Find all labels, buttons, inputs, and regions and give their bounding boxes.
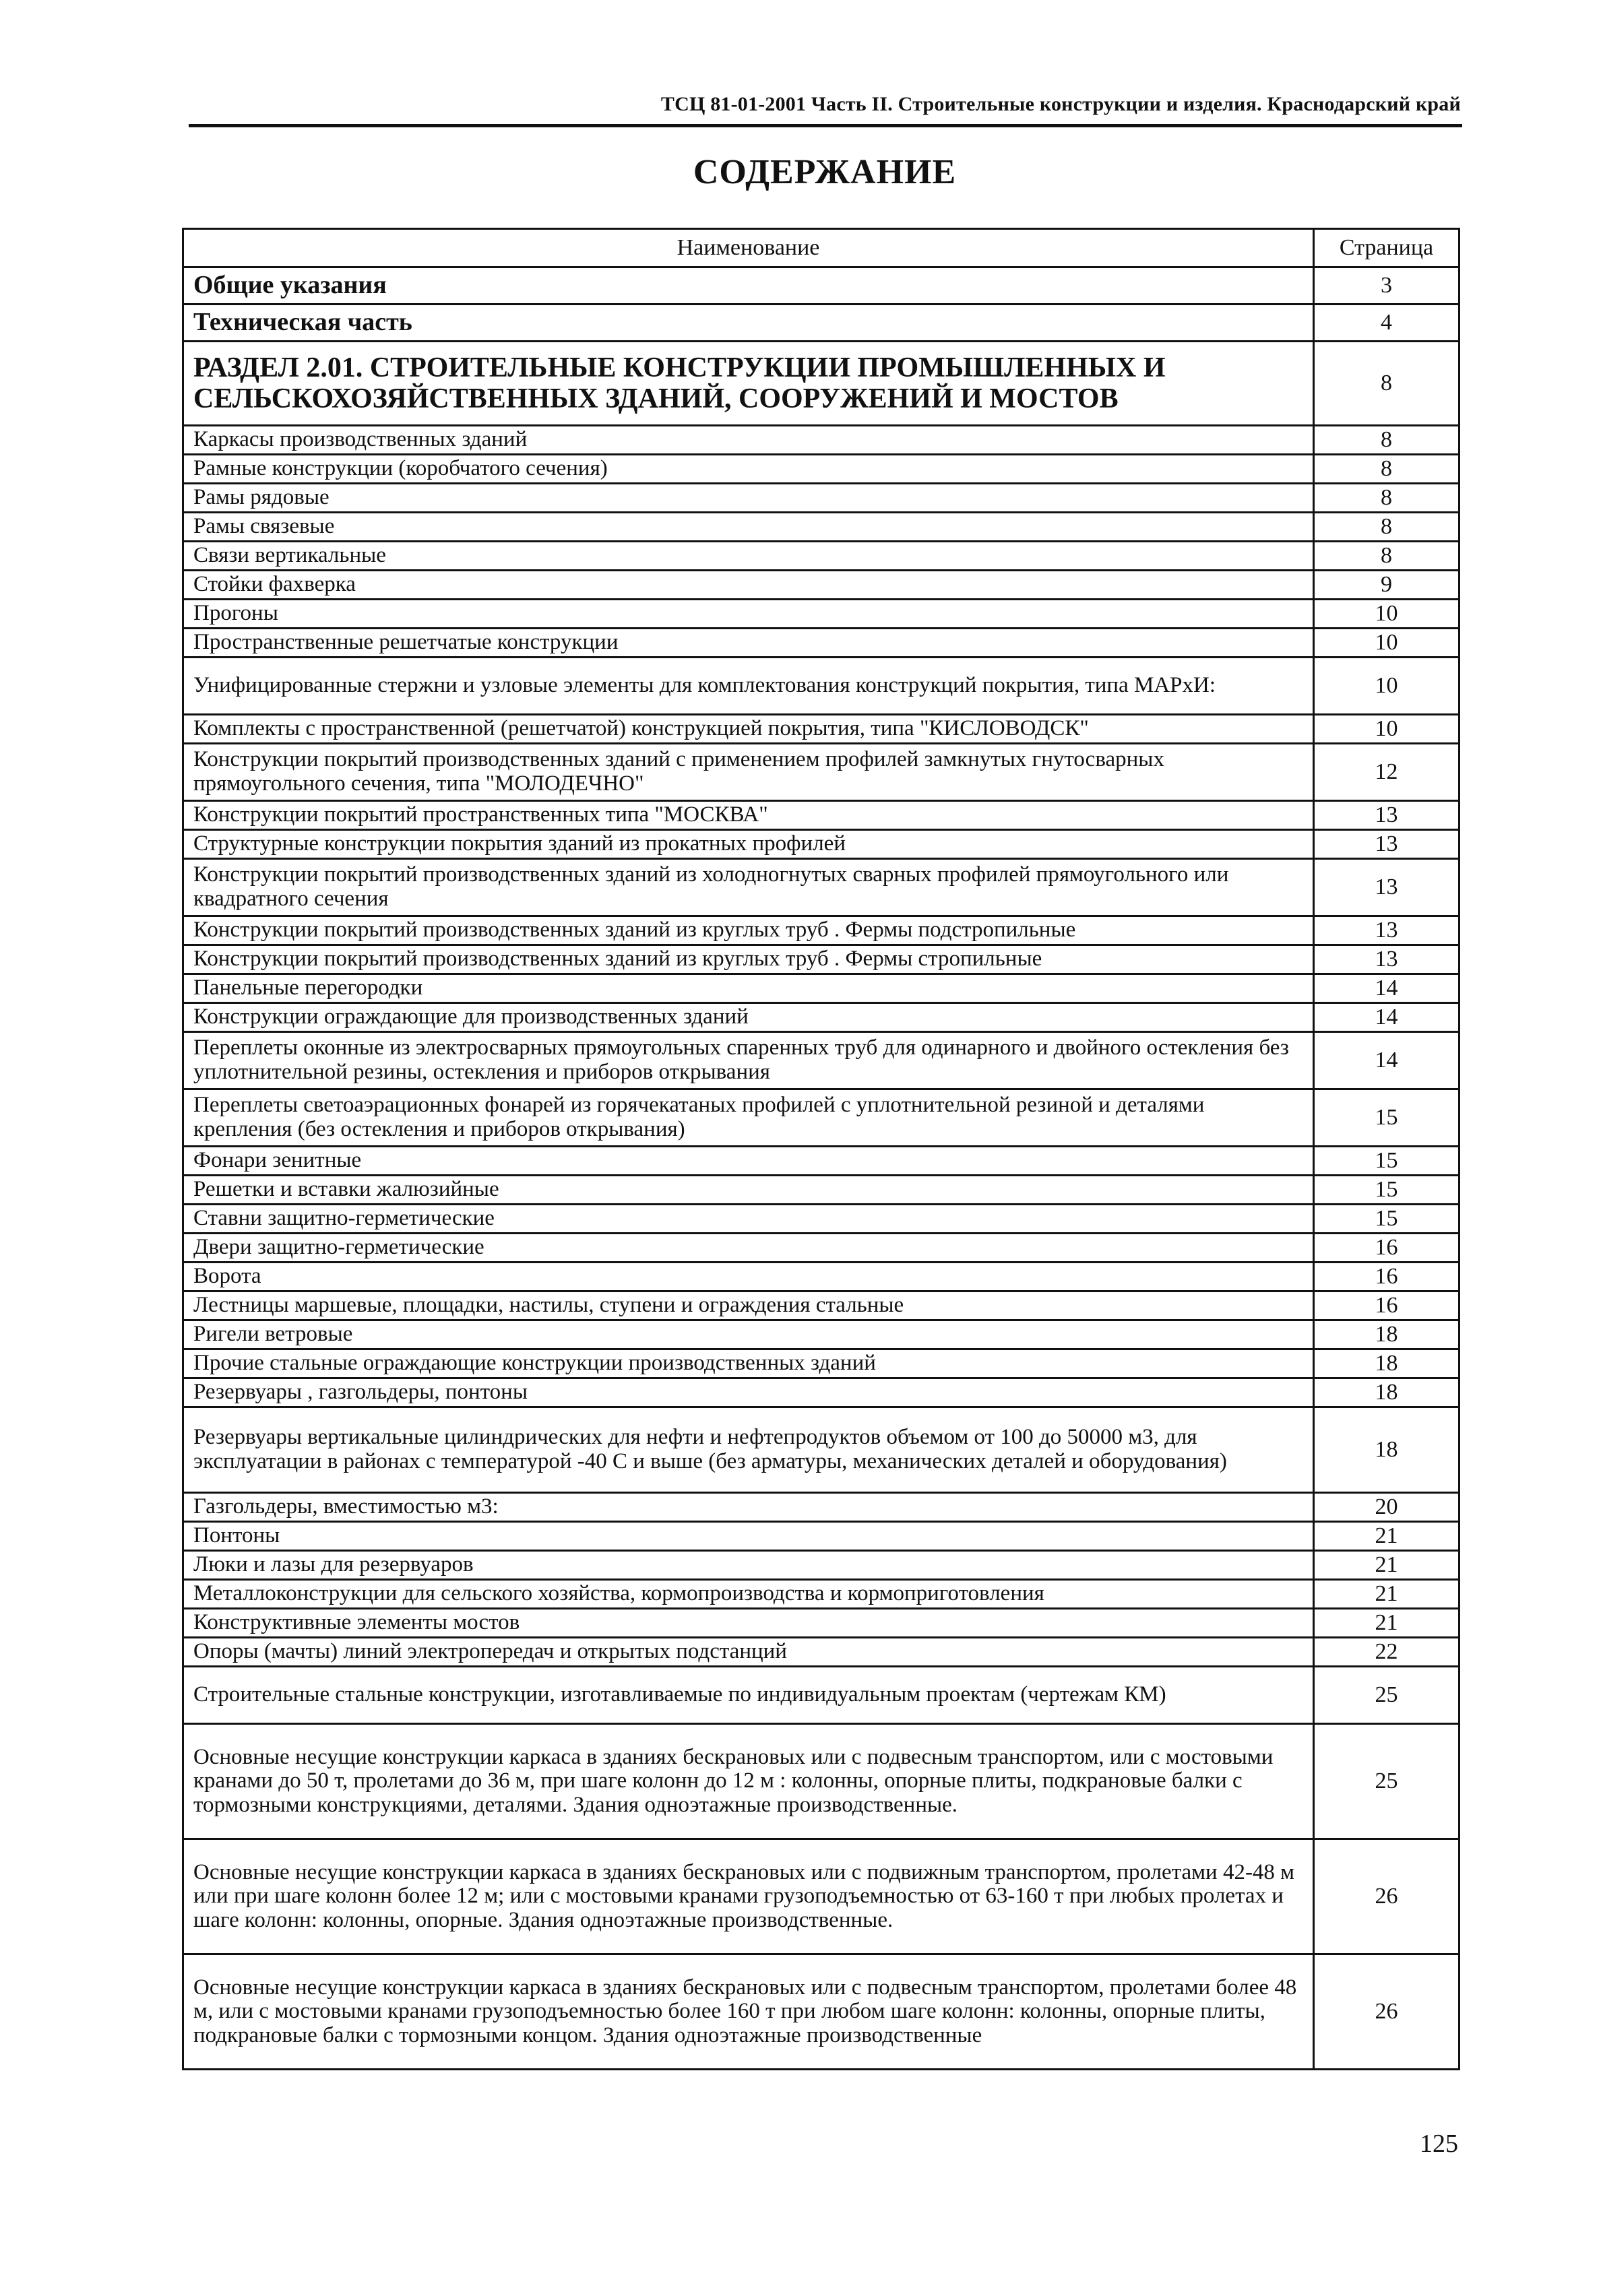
entry-page: 13: [1314, 945, 1459, 974]
entry-title: Общие указания: [183, 267, 1314, 305]
entry-page: 8: [1314, 484, 1459, 513]
table-row: [183, 1407, 1459, 1493]
table-row: [183, 1522, 1459, 1551]
table-row: [183, 513, 1459, 542]
entry-page: 10: [1314, 600, 1459, 629]
table-row: [183, 1954, 1459, 2070]
table-row: [183, 455, 1459, 484]
table-row: [183, 1320, 1459, 1349]
entry-page: 15: [1314, 1089, 1459, 1147]
entry-page: 21: [1314, 1551, 1459, 1580]
entry-title: Газгольдеры, вместимостью м3:: [183, 1493, 1314, 1522]
table-row: [183, 1263, 1459, 1292]
entry-title: Прочие стальные ограждающие конструкции производственных зданий: [183, 1349, 1314, 1378]
table-row: [183, 1176, 1459, 1205]
contents-body: [183, 267, 1459, 2070]
entry-title: Ригели ветровые: [183, 1320, 1314, 1349]
header-rule: [189, 124, 1462, 127]
entry-title: Лестницы маршевые, площадки, настилы, ступени и ограждения стальные: [183, 1292, 1314, 1320]
entry-page: 9: [1314, 571, 1459, 600]
table-row: [183, 1003, 1459, 1032]
entry-title: Опоры (мачты) линий электропередач и открытых подстанций: [183, 1638, 1314, 1667]
contents-table: [182, 228, 1460, 2070]
table-row: [183, 801, 1459, 830]
entry-title: Ворота: [183, 1263, 1314, 1292]
entry-page: 13: [1314, 830, 1459, 859]
entry-page: 8: [1314, 342, 1459, 426]
table-row: [183, 267, 1459, 305]
table-row: [183, 1667, 1459, 1724]
table-row: [183, 1839, 1459, 1954]
column-header-page: Страница: [1314, 229, 1459, 267]
entry-page: 15: [1314, 1176, 1459, 1205]
entry-page: 16: [1314, 1234, 1459, 1263]
table-row: [183, 305, 1459, 342]
entry-title: Рамные конструкции (коробчатого сечения): [183, 455, 1314, 484]
running-header: ТСЦ 81-01-2001 Часть II. Строительные конструкции и изделия. Краснодарский край: [660, 93, 1461, 115]
entry-title: Структурные конструкции покрытия зданий из прокатных профилей: [183, 830, 1314, 859]
entry-title: Конструкции покрытий производственных зданий из круглых труб . Фермы подстропильные: [183, 916, 1314, 945]
entry-title: Пространственные решетчатые конструкции: [183, 629, 1314, 658]
table-row: [183, 1580, 1459, 1609]
table-row: [183, 1032, 1459, 1089]
entry-page: 26: [1314, 1839, 1459, 1954]
entry-page: 20: [1314, 1493, 1459, 1522]
page-title: СОДЕРЖАНИЕ: [693, 153, 957, 191]
entry-page: 18: [1314, 1349, 1459, 1378]
entry-title: Прогоны: [183, 600, 1314, 629]
entry-title: Ставни защитно-герметические: [183, 1205, 1314, 1234]
entry-title: Конструкции покрытий пространственных типа "МОСКВА": [183, 801, 1314, 830]
entry-title: Рамы связевые: [183, 513, 1314, 542]
entry-page: 13: [1314, 801, 1459, 830]
entry-title: Комплекты с пространственной (решетчатой) конструкцией покрытия, типа "КИСЛОВОДСК": [183, 715, 1314, 744]
entry-title: Связи вертикальные: [183, 542, 1314, 571]
entry-page: 18: [1314, 1320, 1459, 1349]
table-row: [183, 1378, 1459, 1407]
column-header-name: Наименование: [183, 229, 1314, 267]
entry-title: Двери защитно-герметические: [183, 1234, 1314, 1263]
entry-page: 16: [1314, 1292, 1459, 1320]
entry-page: 8: [1314, 455, 1459, 484]
entry-title: Решетки и вставки жалюзийные: [183, 1176, 1314, 1205]
table-row: [183, 744, 1459, 801]
entry-page: 13: [1314, 859, 1459, 916]
entry-title: Конструкции покрытий производственных зданий из холодногнутых сварных профилей прямоугольного или квадратного сечения: [183, 859, 1314, 916]
entry-title: Конструкции покрытий производственных зданий с применением профилей замкнутых гнутосварных прямоугольного сечения, типа "МОЛОДЕЧНО": [183, 744, 1314, 801]
table-row: [183, 1089, 1459, 1147]
table-row: [183, 1551, 1459, 1580]
table-row: [183, 1147, 1459, 1176]
entry-page: 21: [1314, 1522, 1459, 1551]
entry-title: Металлоконструкции для сельского хозяйства, кормопроизводства и кормоприготовления: [183, 1580, 1314, 1609]
entry-page: 21: [1314, 1609, 1459, 1638]
entry-title: Основные несущие конструкции каркаса в зданиях бескрановых или с подвижным транспортом, пролетами 42-48 м или при шаге колонн более 12 м; или с мостовыми кранами грузоподъемностью от 63-160 т при любых пролетах и шаге колонн: колонны, опорные. Здания одноэтажные производственные.: [183, 1839, 1314, 1954]
table-row: [183, 629, 1459, 658]
entry-title: Конструкции покрытий производственных зданий из круглых труб . Фермы стропильные: [183, 945, 1314, 974]
table-row: [183, 945, 1459, 974]
entry-page: 3: [1314, 267, 1459, 305]
table-row: [183, 342, 1459, 426]
table-row: [183, 715, 1459, 744]
table-row: [183, 484, 1459, 513]
table-row: [183, 1292, 1459, 1320]
table-row: [183, 859, 1459, 916]
entry-page: 25: [1314, 1667, 1459, 1724]
entry-page: 10: [1314, 658, 1459, 715]
table-row: [183, 974, 1459, 1003]
table-row: [183, 1205, 1459, 1234]
entry-title: Рамы рядовые: [183, 484, 1314, 513]
table-row: [183, 1349, 1459, 1378]
table-row: [183, 1609, 1459, 1638]
entry-title: Резервуары вертикальные цилиндрических для нефти и нефтепродуктов объемом от 100 до 50000 м3, для эксплуатации в районах с температурой -40 С и выше (без арматуры, механических деталей и оборудования): [183, 1407, 1314, 1493]
entry-page: 22: [1314, 1638, 1459, 1667]
table-row: [183, 1234, 1459, 1263]
entry-page: 10: [1314, 629, 1459, 658]
entry-page: 15: [1314, 1205, 1459, 1234]
entry-page: 13: [1314, 916, 1459, 945]
entry-page: 8: [1314, 426, 1459, 455]
entry-title: Панельные перегородки: [183, 974, 1314, 1003]
table-row: [183, 1493, 1459, 1522]
entry-title: Люки и лазы для резервуаров: [183, 1551, 1314, 1580]
table-row: [183, 426, 1459, 455]
entry-title: Понтоны: [183, 1522, 1314, 1551]
entry-title: Конструкции ограждающие для производственных зданий: [183, 1003, 1314, 1032]
entry-page: 14: [1314, 1003, 1459, 1032]
entry-page: 15: [1314, 1147, 1459, 1176]
entry-page: 10: [1314, 715, 1459, 744]
entry-title: Фонари зенитные: [183, 1147, 1314, 1176]
entry-page: 16: [1314, 1263, 1459, 1292]
entry-title: Переплеты светоаэрационных фонарей из горячекатаных профилей с уплотнительной резиной и деталями крепления (без остекления и приборов открывания): [183, 1089, 1314, 1147]
entry-page: 18: [1314, 1378, 1459, 1407]
table-row: [183, 600, 1459, 629]
entry-title: Строительные стальные конструкции, изготавливаемые по индивидуальным проектам (чертежам КМ): [183, 1667, 1314, 1724]
entry-page: 18: [1314, 1407, 1459, 1493]
entry-page: 8: [1314, 513, 1459, 542]
entry-title: Переплеты оконные из электросварных прямоугольных спаренных труб для одинарного и двойного остекления без уплотнительной резины, остекления и приборов открывания: [183, 1032, 1314, 1089]
entry-title: Основные несущие конструкции каркаса в зданиях бескрановых или с подвесным транспортом, или с мостовыми кранами до 50 т, пролетами до 36 м, при шаге колонн до 12 м : колонны, опорные плиты, подкрановые балки с тормозными конструкциями, деталями. Здания одноэтажные производственные.: [183, 1724, 1314, 1839]
entry-page: 26: [1314, 1954, 1459, 2070]
table-row: [183, 830, 1459, 859]
entry-title: Техническая часть: [183, 305, 1314, 342]
table-row: [183, 1724, 1459, 1839]
table-row: [183, 1638, 1459, 1667]
entry-page: 14: [1314, 1032, 1459, 1089]
entry-title: Стойки фахверка: [183, 571, 1314, 600]
entry-title: Каркасы производственных зданий: [183, 426, 1314, 455]
entry-title: РАЗДЕЛ 2.01. СТРОИТЕЛЬНЫЕ КОНСТРУКЦИИ ПРОМЫШЛЕННЫХ И СЕЛЬСКОХОЗЯЙСТВЕННЫХ ЗДАНИЙ, СООРУЖЕНИЙ И МОСТОВ: [183, 342, 1314, 426]
entry-title: Основные несущие конструкции каркаса в зданиях бескрановых или с подвесным транспортом, пролетами более 48 м, или с мостовыми кранами грузоподъемностью более 160 т при любом шаге колонн: колонны, опорные плиты, подкрановые балки с тормозными концом. Здания одноэтажные производственные: [183, 1954, 1314, 2070]
table-header-row: [183, 229, 1459, 267]
table-row: [183, 916, 1459, 945]
table-row: [183, 571, 1459, 600]
entry-title: Резервуары , газгольдеры, понтоны: [183, 1378, 1314, 1407]
entry-title: Унифицированные стержни и узловые элементы для комплектования конструкций покрытия, типа МАРхИ:: [183, 658, 1314, 715]
entry-page: 8: [1314, 542, 1459, 571]
table-row: [183, 658, 1459, 715]
table-row: [183, 542, 1459, 571]
entry-page: 12: [1314, 744, 1459, 801]
entry-page: 4: [1314, 305, 1459, 342]
entry-title: Конструктивные элементы мостов: [183, 1609, 1314, 1638]
entry-page: 14: [1314, 974, 1459, 1003]
entry-page: 25: [1314, 1724, 1459, 1839]
page-number: 125: [1420, 2130, 1458, 2158]
entry-page: 21: [1314, 1580, 1459, 1609]
